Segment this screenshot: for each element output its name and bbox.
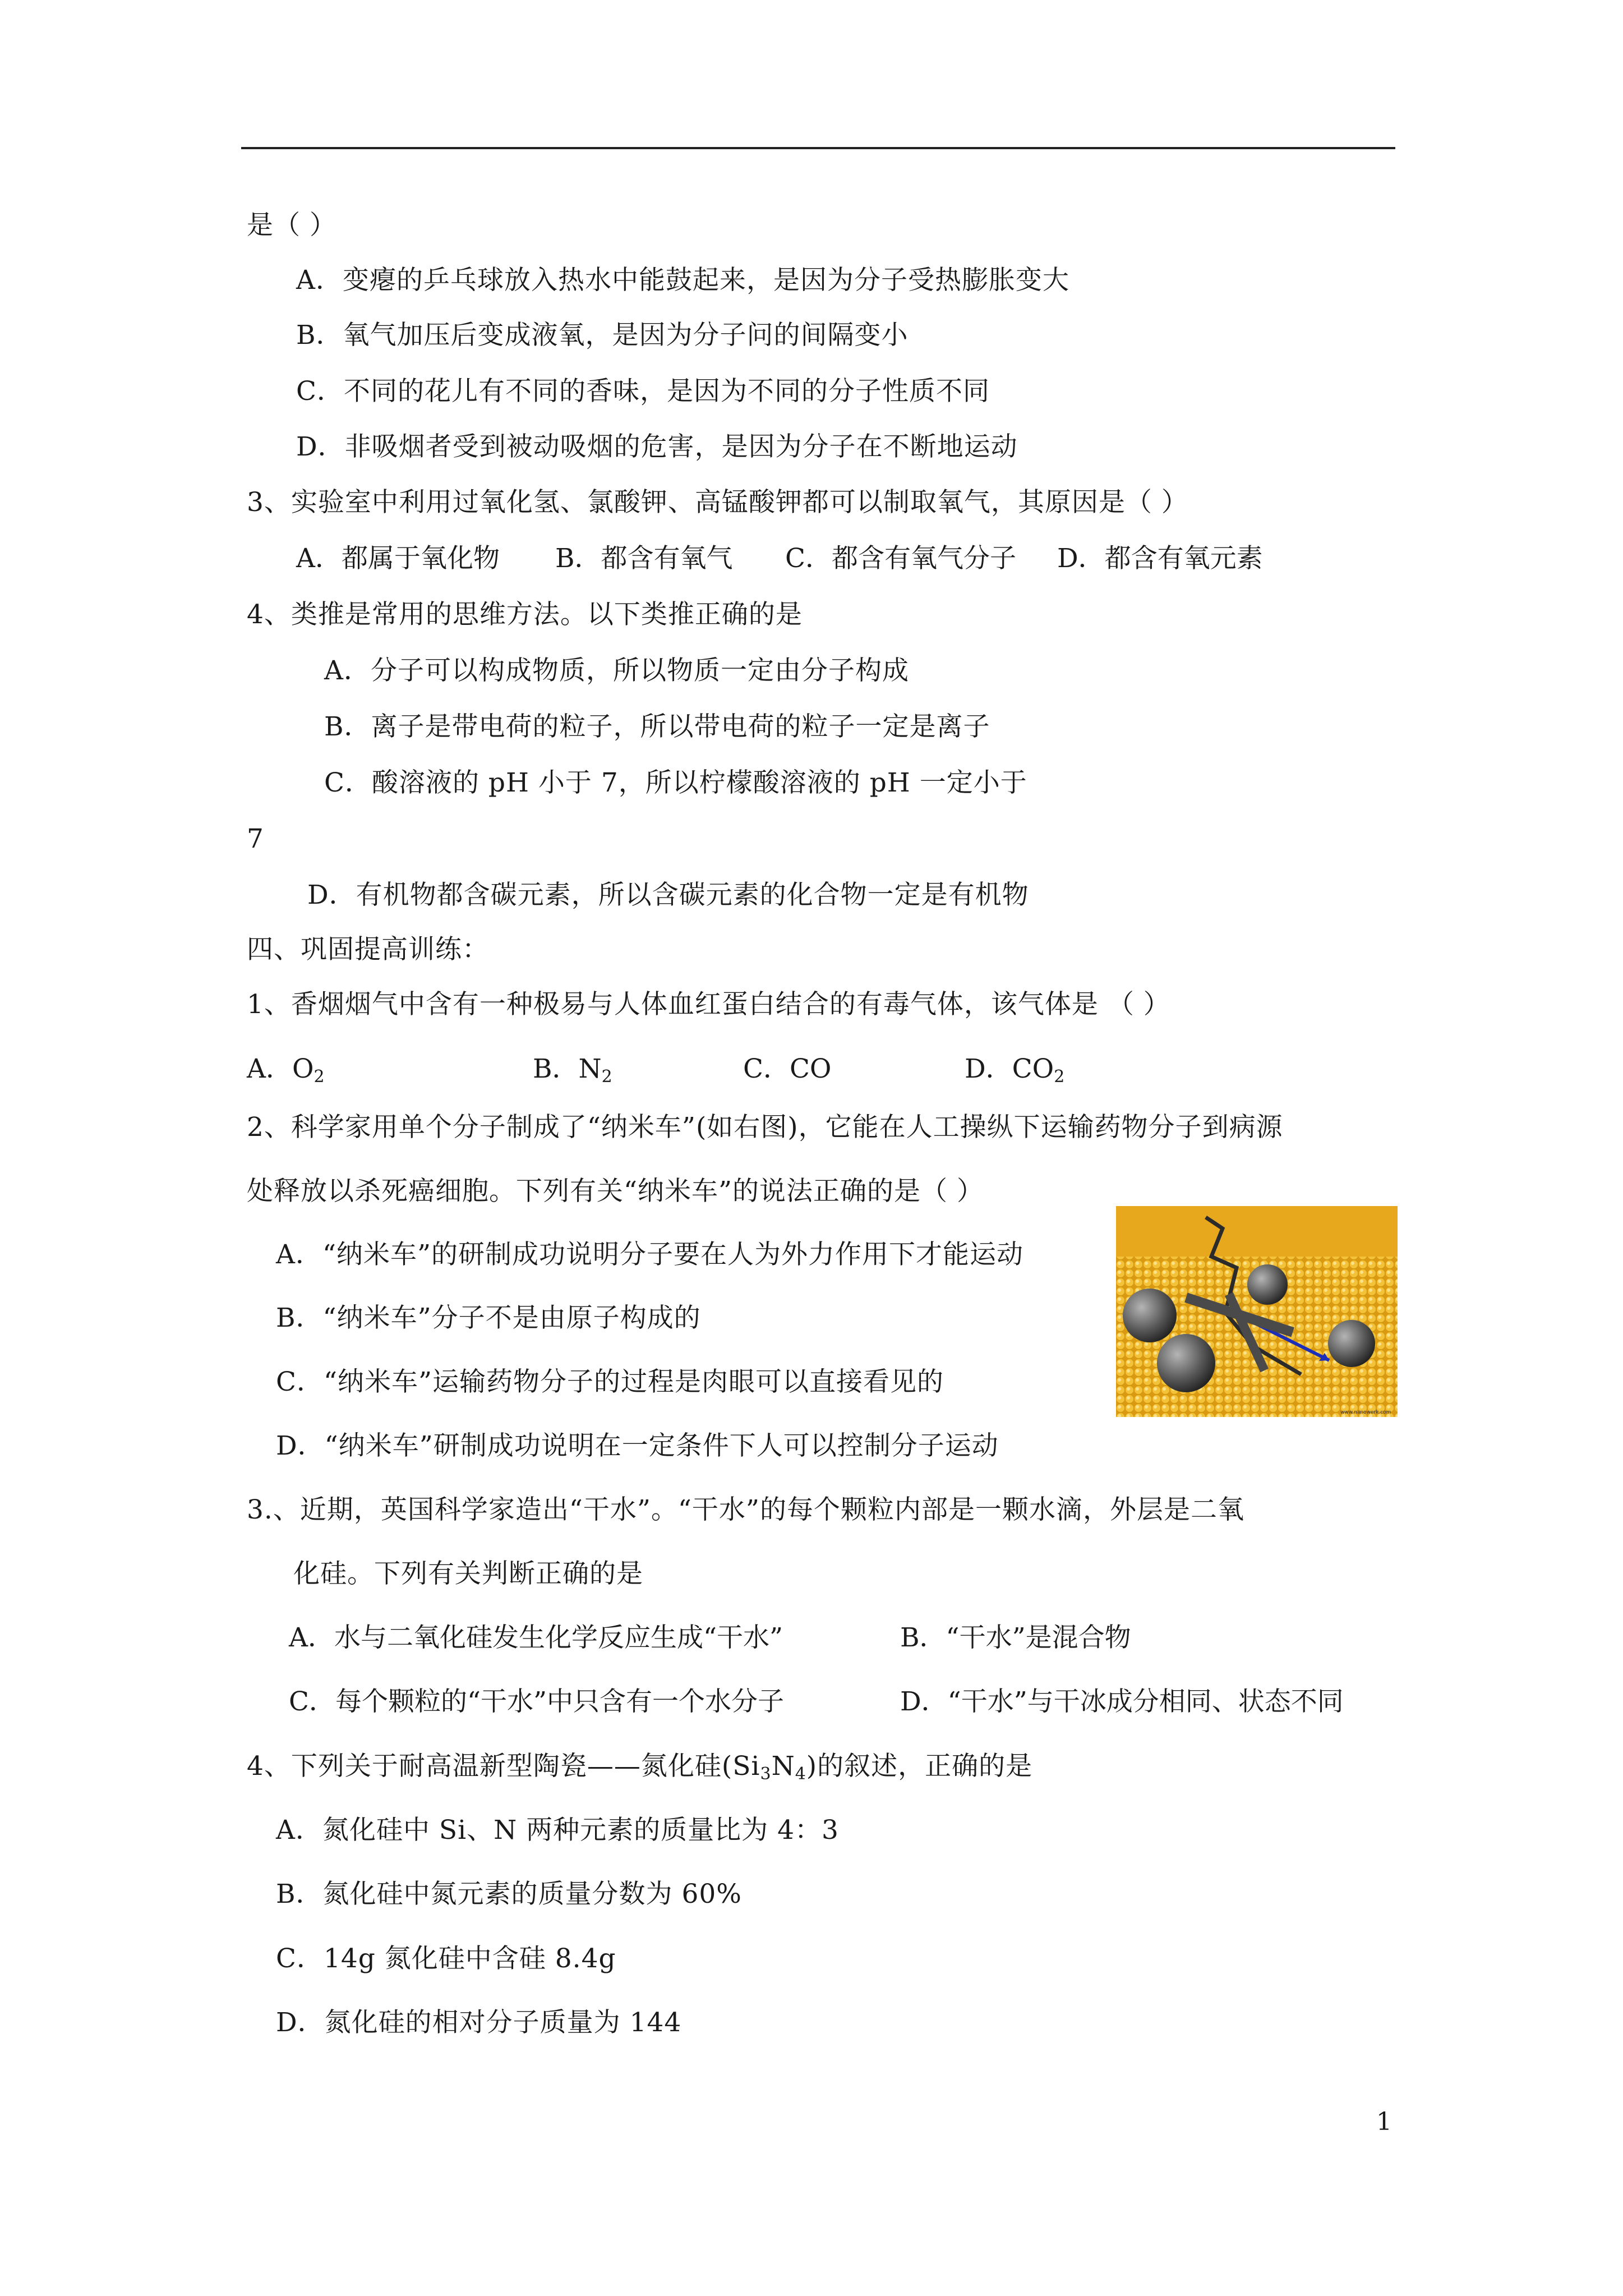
p2-option-c: C．“纳米车”运输药物分子的过程是肉眼可以直接看见的 — [276, 1366, 944, 1397]
p4-option-d: D．氮化硅的相对分子质量为 144 — [276, 2007, 682, 2038]
p1-option-d: D．$CO_2$ — [965, 1053, 1065, 1087]
q4-option-d: D．有机物都含碳元素，所以含碳元素的化合物一定是有机物 — [307, 880, 1029, 910]
q4-option-b: B．离子是带电荷的粒子，所以带电荷的粒子一定是离子 — [324, 711, 990, 742]
option-c: C．不同的花儿有不同的香味，是因为不同的分子性质不同 — [296, 376, 990, 407]
q3-option-d: D．都含有氧元素 — [1057, 543, 1263, 574]
p1-option-b: B．$N_2$ — [533, 1053, 612, 1087]
q3-option-a: A．都属于氧化物 — [296, 543, 500, 574]
svg-text:www.nanowerk.com: www.nanowerk.com — [1340, 1410, 1391, 1415]
p3-option-b: B．“干水”是混合物 — [900, 1622, 1131, 1653]
question-3-stem: 3、实验室中利用过氧化氢、氯酸钾、高锰酸钾都可以制取氧气，其原因是（ ） — [247, 487, 1188, 518]
p3-option-a: A．水与二氧化硅发生化学反应生成“干水” — [289, 1622, 783, 1653]
p1-option-c: C．CO — [743, 1053, 832, 1084]
nanocar-image — [1116, 1206, 1398, 1417]
section-title: 四、巩固提高训练： — [247, 934, 489, 965]
page-number: 1 — [1376, 2108, 1392, 2136]
practice-1-stem: 1、香烟烟气中含有一种极易与人体血红蛋白结合的有毒气体，该气体是 （ ） — [247, 989, 1170, 1020]
p2-option-b: B．“纳米车”分子不是由原子构成的 — [276, 1303, 701, 1333]
p2-option-d: D．“纳米车”研制成功说明在一定条件下人可以控制分子运动 — [276, 1430, 999, 1461]
practice-4-stem: 4、下列关于耐高温新型陶瓷——氮化硅$(Si_3N_4)$的叙述，正确的是 — [247, 1751, 1033, 1784]
q3-option-b: B．都含有氧气 — [555, 543, 733, 574]
p3-option-d: D．“干水”与干冰成分相同、状态不同 — [900, 1686, 1344, 1717]
question-4-stem: 4、类推是常用的思维方法。以下类推正确的是 — [247, 599, 803, 630]
q4-option-c-continued: 7 — [247, 823, 264, 854]
p4-option-a: A．氮化硅中 Si、N 两种元素的质量比为 4：3 — [276, 1815, 839, 1846]
header-rule — [241, 147, 1395, 149]
p3-option-c: C．每个颗粒的“干水”中只含有一个水分子 — [289, 1686, 785, 1717]
practice-2-stem-line1: 2、科学家用单个分子制成了“纳米车”(如右图)，它能在人工操纵下运输药物分子到病源 — [247, 1112, 1283, 1143]
q4-option-c: C．酸溶液的 pH 小于 7，所以柠檬酸溶液的 pH 一定小于 — [324, 767, 1027, 798]
p4-option-c: C．14g 氮化硅中含硅 8.4g — [276, 1943, 616, 1974]
p2-option-a: A．“纳米车”的研制成功说明分子要在人为外力作用下才能运动 — [276, 1239, 1023, 1270]
p1-option-a: A．$O_2$ — [247, 1053, 325, 1087]
practice-3-stem-line2: 化硅。下列有关判断正确的是 — [293, 1558, 643, 1589]
option-d: D．非吸烟者受到被动吸烟的危害，是因为分子在不断地运动 — [296, 431, 1018, 462]
question-stem-tail: 是（ ） — [247, 210, 336, 241]
option-a: A．变瘪的乒乓球放入热水中能鼓起来，是因为分子受热膨胀变大 — [296, 265, 1069, 296]
q3-option-c: C．都含有氧气分子 — [785, 543, 1016, 574]
p4-option-b: B．氮化硅中氮元素的质量分数为 60% — [276, 1879, 742, 1910]
option-b: B．氧气加压后变成液氧，是因为分子问的间隔变小 — [296, 320, 909, 351]
q4-option-a: A．分子可以构成物质，所以物质一定由分子构成 — [324, 655, 909, 686]
practice-3-stem-line1: 3.、近期，英国科学家造出“干水”。“干水”的每个颗粒内部是一颗水滴，外层是二氧 — [247, 1494, 1244, 1525]
practice-2-stem-line2: 处释放以杀死癌细胞。下列有关“纳米车”的说法正确的是（ ） — [247, 1176, 984, 1207]
